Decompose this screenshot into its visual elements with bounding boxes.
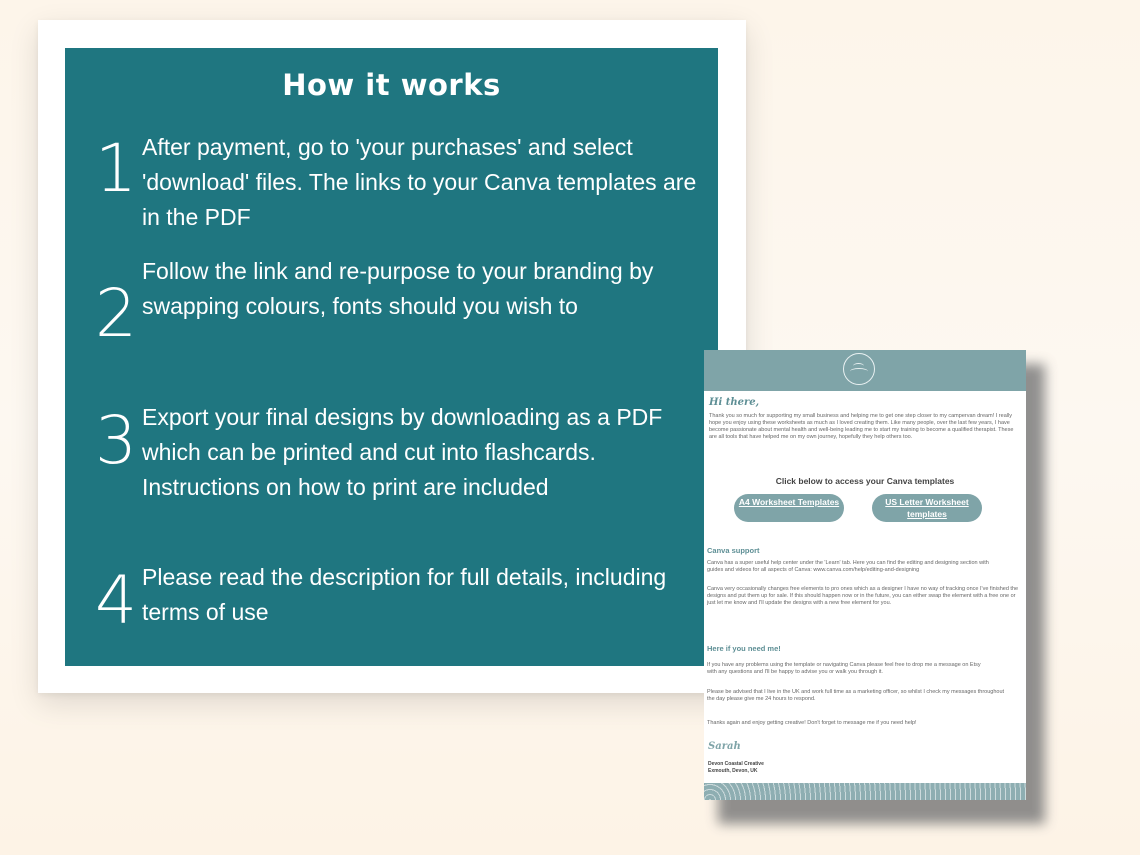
step-number: 2 xyxy=(95,275,137,352)
canva-support-heading: Canva support xyxy=(707,546,760,555)
step-text: Follow the link and re-purpose to your branding by swapping colours, fonts should you wish to xyxy=(142,258,654,319)
canva-support-text-2: Canva very occasionally changes free elements to pro ones which as a designer I have no way of tracking once I've finished the designs and put them up for sale. If this should happen now or in the future, you can either swap the element with a free one or just let me know and I'll update the designs with a new free element for you. xyxy=(707,586,1019,606)
step-text: After payment, go to 'your purchases' and select 'download' files. The links to your Canva templates are in the PDF xyxy=(142,134,697,230)
document-header xyxy=(704,350,1026,391)
need-me-text-3: Thanks again and enjoy getting creative! Don't forget to message me if you need help! xyxy=(707,720,917,726)
wave-logo-icon xyxy=(843,353,875,385)
step-text: Please read the description for full details, including terms of use xyxy=(142,564,667,625)
how-it-works-panel xyxy=(65,48,718,666)
step-number: 3 xyxy=(95,402,137,479)
document-greeting: Hi there, xyxy=(709,397,760,408)
company-name: Devon Coastal Creative xyxy=(708,761,764,767)
step-number: 1 xyxy=(95,130,137,207)
a4-templates-button[interactable]: A4 Worksheet Templates xyxy=(734,494,844,522)
company-location: Exmouth, Devon, UK xyxy=(708,768,758,774)
step-number: 4 xyxy=(95,562,137,639)
how-it-works-title: How it works xyxy=(282,68,501,102)
wave-pattern-footer xyxy=(704,783,1026,800)
us-letter-templates-button[interactable]: US Letter Worksheet templates xyxy=(872,494,982,522)
need-me-text-1: If you have any problems using the template or navigating Canva please feel free to drop me a message on Etsy with any questions and I'll be happy to advise you or walk you through it. xyxy=(707,662,981,675)
need-me-text-2: Please be advised that I live in the UK and work full time as a marketing officer, so whilst I check my messages throughout the day please give me 24 hours to respond. xyxy=(707,689,1005,702)
step-text: Export your final designs by downloading as a PDF which can be printed and cut into flashcards. Instructions on how to print are included xyxy=(142,404,663,500)
signature: Sarah xyxy=(708,741,741,752)
document-intro: Thank you so much for supporting my small business and helping me to get one step closer to my campervan dream! I really hope you enjoy using these worksheets as much as I loved creating them. Like many people, over the last few years, I have become passionate about mental health and well-being leading me to start my training to become a qualified therapist. These are all tools that have helped me on my own journey, hopefully they help others too. xyxy=(709,413,1014,440)
canva-cta-title: Click below to access your Canva templates xyxy=(775,476,955,486)
document-preview xyxy=(704,350,1026,800)
need-me-heading: Here if you need me! xyxy=(707,644,781,653)
how-it-works-card xyxy=(38,20,746,693)
canva-support-text-1: Canva has a super useful help center under the 'Learn' tab. Here you can find the editing and designing section with guides and videos for all aspects of Canva: www.canva.com/help/editing-and-designing xyxy=(707,560,989,573)
